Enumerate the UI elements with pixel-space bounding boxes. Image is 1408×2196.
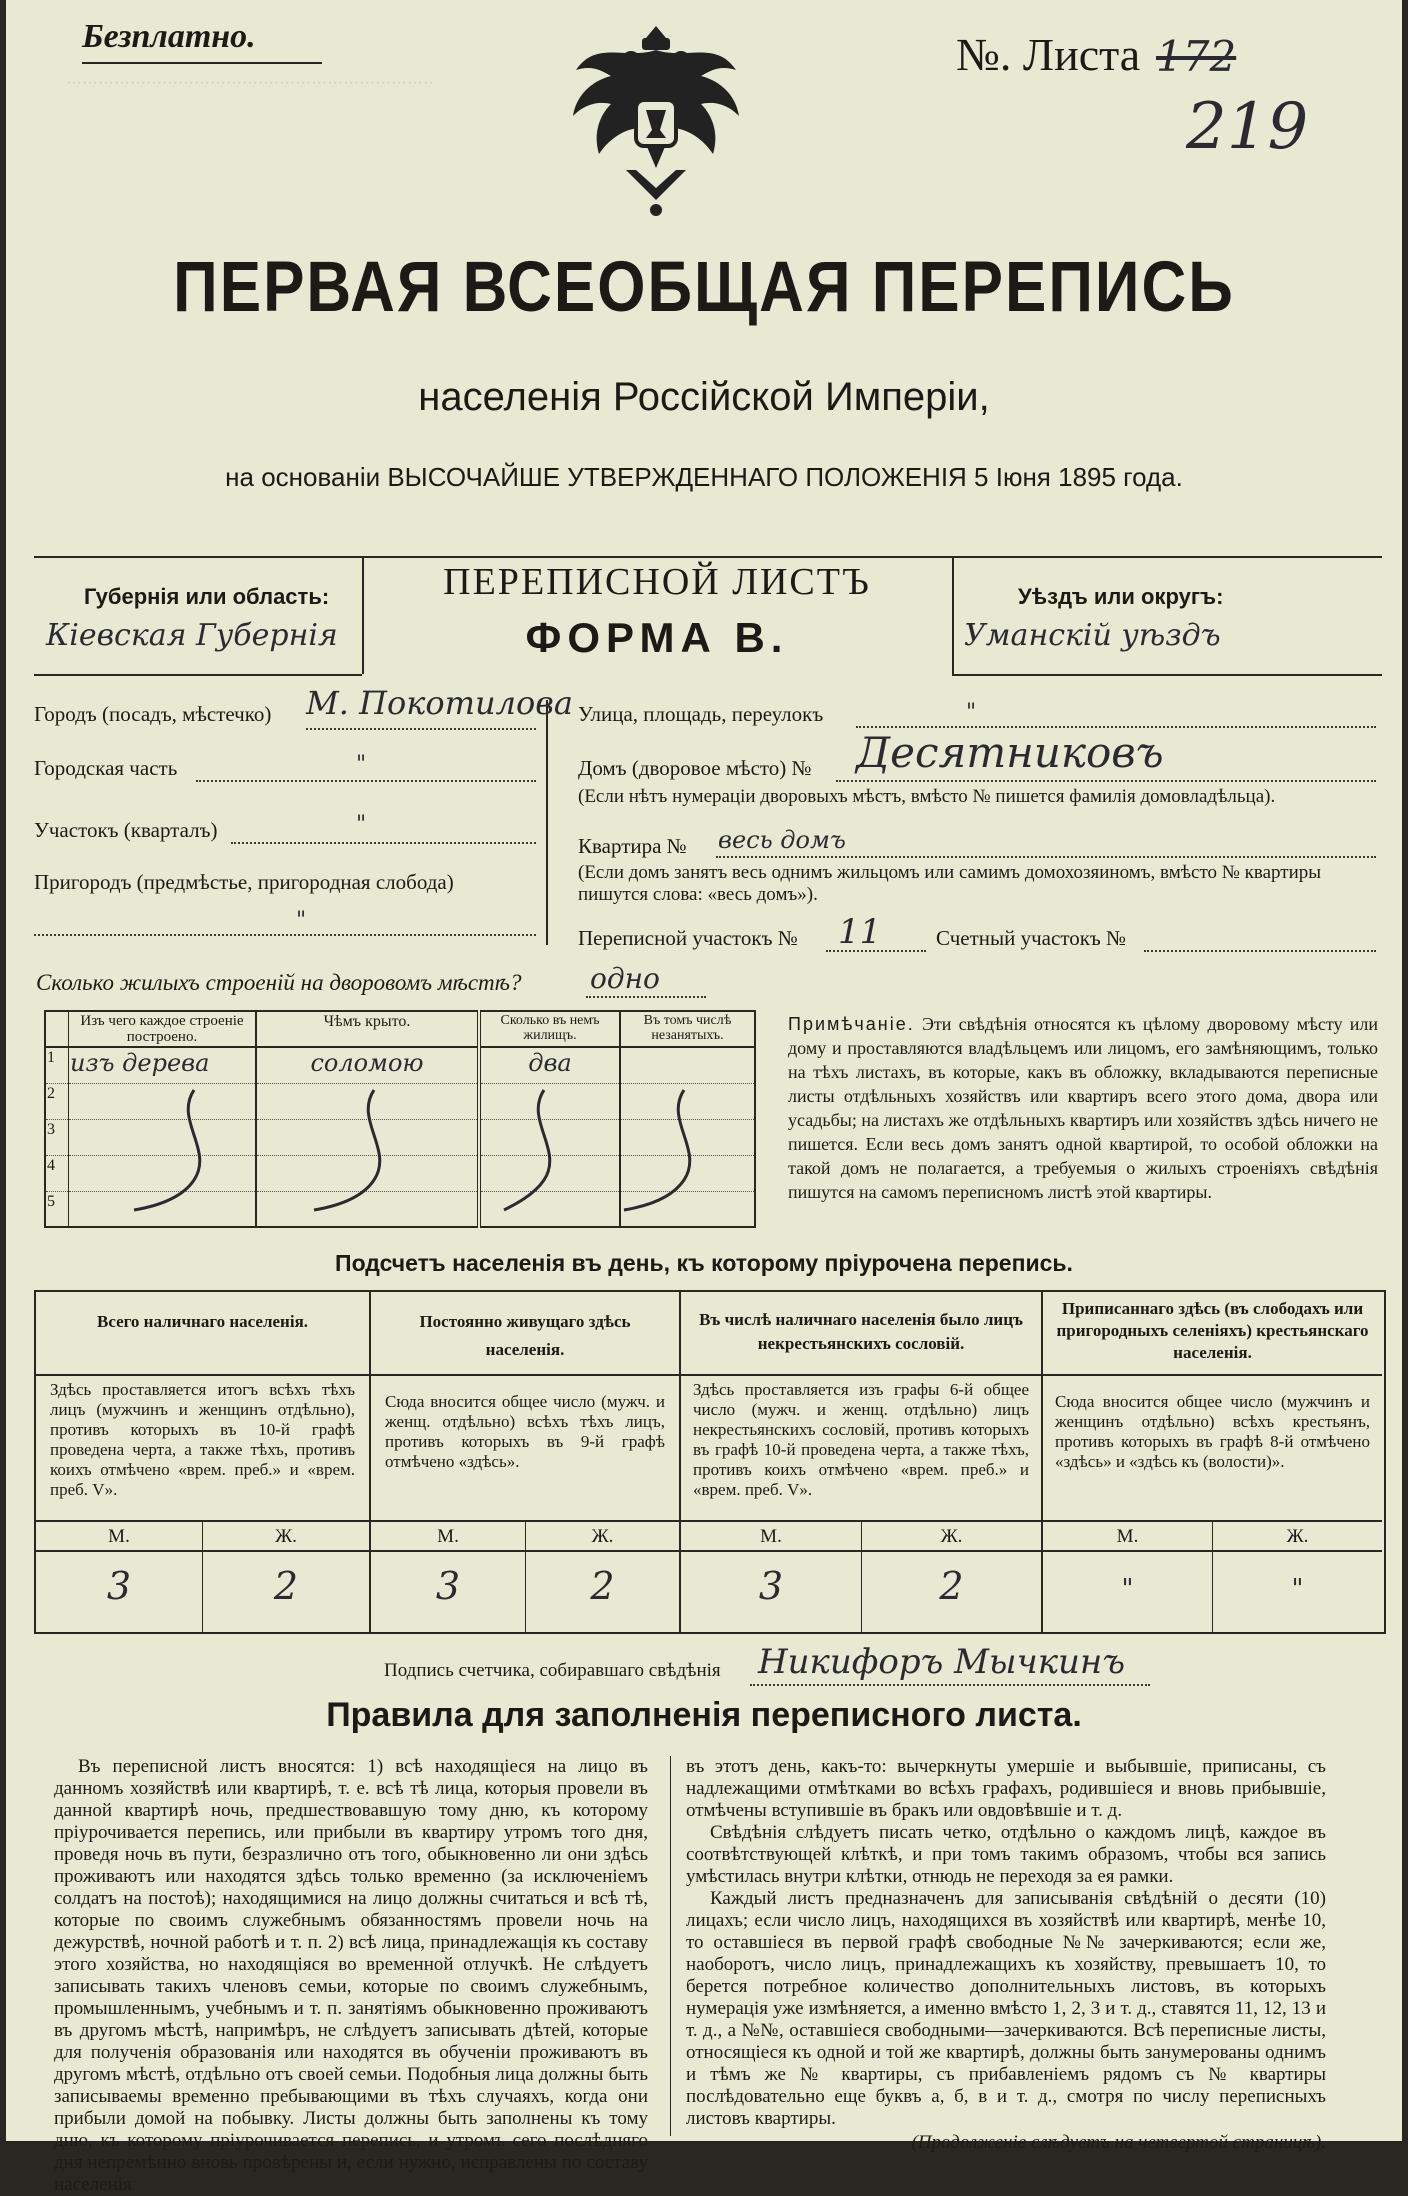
census-area-value: 11 xyxy=(838,912,882,952)
rules-title: Правила для заполненія переписного листа. xyxy=(326,1696,1082,1734)
uchastok-value: " xyxy=(356,812,367,837)
uezd-label: Уѣздъ или округъ: xyxy=(1018,584,1224,609)
sheet-number-label: №. Листа xyxy=(956,29,1141,80)
f-label: Ж. xyxy=(591,1526,614,1547)
buildings-question: Сколько жилыхъ строеній на дворовомъ мѣстѣ? xyxy=(36,970,522,995)
sheet-number-struck: 172 xyxy=(1156,32,1237,81)
rule xyxy=(836,780,1376,782)
city-part-label: Городская часть xyxy=(34,756,178,780)
col-desc: Сюда вносится общее число (мужч. и женщ. отдѣльно) всѣхъ тѣхъ лицъ, противъ которыхъ въ 9-й графѣ отмѣчено «здѣсь». xyxy=(385,1392,665,1471)
row1-dwellings: два xyxy=(479,1047,620,1083)
rule xyxy=(34,556,1382,558)
city-value: М. Покотилова xyxy=(306,684,573,722)
row-number: 5 xyxy=(45,1191,69,1227)
col-head: Всего наличнаго населенія. xyxy=(96,1312,309,1331)
city-part-value: " xyxy=(356,752,367,777)
m-label: М. xyxy=(1116,1526,1139,1547)
street-label: Улица, площадь, переулокъ xyxy=(578,702,824,726)
row1-roof: соломою xyxy=(256,1047,479,1083)
rule xyxy=(670,1756,671,2136)
sheet-number-handwritten: 219 xyxy=(1186,90,1309,164)
rule xyxy=(546,700,548,945)
m-label: М. xyxy=(108,1526,130,1547)
row-number: 3 xyxy=(45,1119,69,1155)
rules-right-para-3: Каждый листъ предназначенъ для записыванія свѣдѣній о десяти (10) лицахъ; если число лицъ, находящихся въ хозяйствѣ или квартирѣ, менѣе 10, то оставшіеся въ первой графѣ свободные №№ зачеркиваются; если же, наоборотъ, число лицъ, принадлежащихъ къ хозяйству, превышаетъ 10, то берется потребное количество дополнительныхъ листовъ, въ которыхъ нумерація уже измѣняется, а именно вмѣсто 1, 2, 3 и т. д., ставятся 11, 12, 13 и т. д., а №№, оставшіеся свободными—зачеркиваются. Всѣ переписные листы, относящіеся къ одной и той же квартирѣ, должны быть занумерованы однимъ и тѣмъ же № квартиры, съ прибавленіемъ рядомъ съ № квартиры послѣдовательно еще буквъ а, б, в и т. д., смотря по числу переписныхъ листовъ квартиры. xyxy=(686,1888,1326,2129)
permanent-f: 2 xyxy=(590,1564,615,1608)
total-m: 3 xyxy=(106,1564,132,1608)
row-number: 2 xyxy=(45,1083,69,1119)
rule xyxy=(34,674,362,676)
apartment-label: Квартира № xyxy=(578,834,687,858)
population-title: Подсчетъ населенія въ день, къ которому пріурочена перепись. xyxy=(335,1250,1073,1276)
rule xyxy=(34,934,536,936)
rules-continued: (Продолженіе слѣдуетъ на четвертой страницѣ). xyxy=(911,2132,1326,2153)
apartment-note: (Если домъ занятъ весь однимъ жильцомъ или самимъ домохозяиномъ, вмѣсто № квартиры пишутся слова: «весь домъ»). xyxy=(578,862,1322,905)
house-value: Десятниковъ xyxy=(856,728,1164,777)
rules-right-para-2: Свѣдѣнія слѣдуетъ писать четко, отдѣльно о каждомъ лицѣ, каждое въ соотвѣтствующей клѣткѣ, и при томъ такимъ образомъ, чтобы вся запись умѣстилась внутри клѣтки, отнюдь не переходя за ея рамки. xyxy=(686,1822,1326,1887)
double-headed-eagle-emblem xyxy=(566,20,746,220)
city-label: Городъ (посадъ, мѣстечко) xyxy=(34,702,272,726)
col-desc: Здѣсь проставляется итогъ всѣхъ тѣхъ лицъ (мужчинъ и женщинъ отдѣльно), противъ которыхъ въ 10-й графѣ проведена черта, а также тѣхъ, противъ коихъ отмѣчено «врем. преб.» и «врем. преб. V». xyxy=(50,1380,355,1499)
col-head: Постоянно живущаго здѣсь населенія. xyxy=(419,1312,631,1359)
count-area-label: Счетный участокъ № xyxy=(936,926,1127,950)
rule xyxy=(716,856,1376,858)
main-title: ПЕРВАЯ ВСЕОБЩАЯ ПЕРЕПИСЬ xyxy=(173,247,1235,328)
m-label: М. xyxy=(760,1526,782,1547)
bleed-through-text: ····································································· xyxy=(66,74,434,91)
rule xyxy=(36,1550,1382,1552)
rule xyxy=(231,842,536,844)
col-head: Приписаннаго здѣсь (въ слободахъ или пригородныхъ селеніяхъ) крестьянскаго населенія. xyxy=(1056,1299,1369,1362)
rule xyxy=(1144,950,1376,952)
legal-basis: на основаніи ВЫСОЧАЙШЕ УТВЕРЖДЕННАГО ПОЛОЖЕНІЯ 5 Іюня 1895 года. xyxy=(225,462,1183,492)
signature-label: Подпись счетчика, собиравшаго свѣдѣнія xyxy=(384,1660,721,1681)
note-title: Примѣчаніе. xyxy=(788,1014,915,1034)
house-label: Домъ (дворовое мѣсто) № xyxy=(578,756,812,780)
buildings-answer: одно xyxy=(590,962,660,995)
col-dwellings: Сколько въ немъ жилищъ. xyxy=(479,1011,620,1047)
note-text: Эти свѣдѣнія относятся къ цѣлому дворовому мѣсту или дому и проставляются владѣльцемъ или лицомъ, его замѣняющимъ, только на тѣхъ листахъ, въ которые, какъ въ обложку, вкладываются переписные листы отдѣльныхъ хозяйствъ или квартиръ всего этого дома, двора или усадьбы; на листахъ же отдѣльныхъ квартиръ или хозяйствъ здѣсь ничего не пишется. Если весь домъ занятъ одной квартирой, то особой обложки на такой домъ не полагается, а требуемыя о жилыхъ строеніяхъ свѣдѣнія пишутся на самомъ переписномъ листѣ этой квартиры. xyxy=(788,1014,1378,1202)
census-sheet xyxy=(6,0,1402,2195)
rule xyxy=(952,674,1382,676)
f-label: Ж. xyxy=(275,1526,297,1547)
gubernia-value: Кіевская Губернія xyxy=(46,618,338,653)
f-label: Ж. xyxy=(1286,1526,1309,1547)
prigorod-value: " xyxy=(296,908,307,933)
row-number: 4 xyxy=(45,1155,69,1191)
rule xyxy=(36,1520,1382,1522)
apartment-value: весь домъ xyxy=(718,826,846,854)
house-note: (Если нѣтъ нумераціи дворовыхъ мѣстъ, вмѣсто № пишется фамилія домовладѣльца). xyxy=(578,786,1276,807)
col-material: Изъ чего каждое строеніе построено. xyxy=(69,1011,257,1047)
peasant-m: " xyxy=(1121,1574,1134,1604)
free-underline xyxy=(82,62,322,64)
col-head: Въ числѣ наличнаго населенія было лицъ некрестьянскихъ сословій. xyxy=(699,1310,1023,1353)
form-title: ПЕРЕПИСНОЙ ЛИСТЪ xyxy=(443,561,871,603)
subtitle: населенія Россійской Имперіи, xyxy=(418,375,990,419)
free-label: Безплатно. xyxy=(82,18,256,55)
permanent-m: 3 xyxy=(435,1564,461,1608)
census-area-label: Переписной участокъ № xyxy=(578,926,798,950)
ditto-strokes xyxy=(44,1080,756,1226)
rule xyxy=(952,556,954,674)
non-peasant-m: 3 xyxy=(758,1564,784,1608)
rule xyxy=(36,1374,1382,1376)
uezd-value: Уманскій уѣздъ xyxy=(964,618,1221,653)
col-desc: Сюда вносится общее число (мужчинъ и женщинъ отдѣльно) всѣхъ крестьянъ, противъ которыхъ въ графѣ 8-й отмѣчено «здѣсь» и «здѣсь къ (волости)». xyxy=(1055,1392,1370,1471)
rules-left-column: Въ переписной листъ вносятся: 1) всѣ находящіеся на лицо въ данномъ хозяйствѣ или квартирѣ, т. е. всѣ тѣ лица, которыя провели въ данной квартирѣ ночь, предшествовавшую тому дню, къ которому пріурочивается перепись, или прибыли въ квартиру утромъ того дня, проведя ночь въ пути, безразлично отъ того, обыкновенно ли они здѣсь проживаютъ или находятся здѣсь только временно (за исключеніемъ солдатъ на постоѣ); находящимися на лицо должны считаться и всѣ тѣ, которые по своимъ служебнымъ обязанностямъ провели ночь на дежурствѣ, ночной работѣ и т. п. 2) всѣ лица, принадлежащія къ составу этого хозяйства, но находящіяся во временной отлучкѣ. Не слѣдуетъ записывать такихъ членовъ семьи, которые по своимъ служебнымъ, промышленнымъ, учебнымъ и т. п. занятіямъ обыкновенно проживаютъ въ другомъ мѣстѣ, напримѣръ, не слѣдуетъ записывать дѣтей, которые для полученія образованія или находятся въ обученіи проживаютъ въ другомъ мѣстѣ, отдѣльно отъ своей семьи. Подобныя лица должны быть записываемы временно пребывающими въ тѣхъ случаяхъ, когда они прибыли домой на побывку. Листы должны быть заполнены къ тому дню, къ которому пріурочивается перепись, и утромъ сего послѣдняго дня непремѣнно вновь провѣрены и, если нужно, исправлены по составу населенія xyxy=(54,1756,648,2195)
row1-material: изъ дерева xyxy=(69,1047,257,1083)
rule xyxy=(826,950,926,952)
buildings-note xyxy=(788,1012,1378,1204)
rules-right-column xyxy=(686,1756,1326,2154)
uchastok-label: Участокъ (кварталъ) xyxy=(34,818,218,842)
gubernia-label: Губернія или область: xyxy=(84,584,330,609)
prigorod-label: Пригородъ (предмѣстье, пригородная слобода) xyxy=(34,870,454,894)
col-vacant: Въ томъ числѣ незанятыхъ. xyxy=(620,1011,755,1047)
col-roof: Чѣмъ крыто. xyxy=(256,1011,479,1047)
rules-right-para-1: въ этотъ день, какъ-то: вычеркнуты умершіе и выбывшіе, приписаны, съ надлежащими отмѣтками во всѣхъ графахъ, родившіеся и вновь прибывшіе, отмѣчены вступившіе въ бракъ или овдовѣвшіе и т. д. xyxy=(686,1756,1326,1821)
non-peasant-f: 2 xyxy=(939,1564,964,1608)
m-label: М. xyxy=(437,1526,459,1547)
col-desc: Здѣсь проставляется изъ графы 6-й общее число (мужч. и женщ. отдѣльно) лицъ некрестьянскихъ сословій, противъ которыхъ въ графѣ 10-й проведена черта, а также тѣхъ, противъ коихъ отмѣчено «врем. преб.» и «врем. преб. V». xyxy=(693,1380,1029,1499)
rule xyxy=(750,1684,1150,1686)
street-value: " xyxy=(966,700,977,725)
f-label: Ж. xyxy=(940,1526,963,1547)
row-number: 1 xyxy=(45,1047,69,1083)
form-name: ФОРМА В. xyxy=(525,614,789,661)
rule xyxy=(196,780,536,782)
signature-value: Никифоръ Мычкинъ xyxy=(758,1642,1125,1682)
peasant-f: " xyxy=(1291,1574,1304,1604)
rule xyxy=(586,996,706,998)
rule xyxy=(306,728,536,730)
total-f: 2 xyxy=(273,1564,299,1608)
population-table xyxy=(34,1290,1386,1634)
